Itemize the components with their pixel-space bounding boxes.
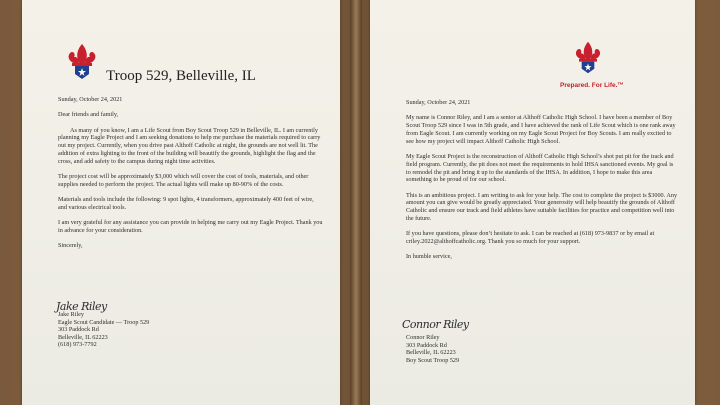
signer-street: 303 Paddock Rd: [406, 341, 447, 349]
letter-paragraph: My name is Connor Riley, and I am a senior at Althoff Catholic High School. I have been a member of Boy Scout Troop 529 since I was in 5th grade, and I have achieved the rank of Life Scout which is one rank away from Eagle Scout. I am currently working on my Eagle Scout Project for Boy Scouts. I am really excited to see how my project will impact Althoff Catholic High School.: [406, 114, 676, 145]
tagline: Prepared. For Life.™: [560, 82, 624, 89]
letter-body: [406, 99, 678, 269]
letter-paragraph: As many of you know, I am a Life Scout from Boy Scout Troop 529 in Belleville, IL. I am currently planning my Eagle Project and I am seeking donations to help me purchase the materials required to carry out my project. Currently, when you drive past Althoff Catholic at night, the grounds are not well lit. The addition of extra lighting to the front of the building will beautify the grounds, highlight the flag and the cross, and add safety to the campus during night time activities.: [58, 126, 321, 165]
letter-paragraph: Materials and tools include the following: 9 spot lights, 4 transformers, approximately 400 feet of wire, and various electrical tools.: [58, 196, 314, 211]
letter-date: Sunday, October 24, 2021: [406, 99, 471, 106]
letter-heading: Troop 529, Belleville, IL: [106, 68, 256, 84]
signer-troop: Boy Scout Troop 529: [406, 356, 460, 364]
signer-block: [58, 311, 149, 349]
handwritten-signature: Connor Riley: [402, 318, 469, 331]
signer-name: Jake Riley: [58, 311, 84, 318]
letter-paragraph: This is an ambitious project. I am writing to ask for your help. The cost to complete the project is $3000. Any amount you can give would be greatly appreciated. Your generosity will help beautify the grounds of Althoff Catholic and ensure our track and field athletes have suitable facilities for practice and competition well into the future.: [406, 191, 678, 223]
letter-body: [58, 96, 324, 258]
letter-paragraph: If you have questions, please don’t hesitate to ask. I can be reached at (618) 973-9837 or by email at criley.2022@althoffcatholic.org. Thank you so much for your support.: [406, 230, 655, 246]
handwritten-signature: Jake Riley: [56, 300, 107, 313]
binder-seam: [350, 0, 362, 405]
signer-city: Belleville, IL 62223: [58, 333, 108, 341]
letter-paragraph: The project cost will be approximately $3,000 which will cover the cost of tools, materials, and other supplies needed to perform the project. The actual lights will make up 80-90% of the costs.: [58, 173, 309, 188]
signer-title: Eagle Scout Candidate — Troop 529: [58, 318, 150, 326]
left-letter-page: [22, 0, 340, 405]
right-letter-page: [370, 0, 695, 405]
signer-block: [406, 334, 459, 364]
letter-paragraph: I am very grateful for any assistance you can provide in helping me carry out my Eagle Project. Thank you in advance for your consideration.: [58, 219, 323, 235]
letter-salutation: Dear friends and family,: [58, 111, 119, 119]
letter-closing: Sincerely,: [58, 242, 83, 250]
signer-street: 303 Paddock Rd: [58, 326, 99, 334]
signer-name: Connor Riley: [406, 334, 440, 341]
signer-city: Belleville, IL 62223: [406, 349, 456, 357]
letter-paragraph: My Eagle Scout Project is the reconstruction of Althoff Catholic High School’s shot put pit for the track and field program. Currently, the pit does not meet the requirements to hold IHSA sanctioned events. My goal is to remodel the pit and bring it up to the standards of the IHSA. In addition, I hope to make this area something to be proud of for our school.: [406, 152, 674, 184]
letter-closing: In humble service,: [406, 253, 452, 261]
letter-date: Sunday, October 24, 2021: [58, 96, 123, 103]
fleur-de-lis-emblem-icon: [570, 40, 606, 76]
signer-phone: (618) 973-7792: [58, 341, 97, 349]
